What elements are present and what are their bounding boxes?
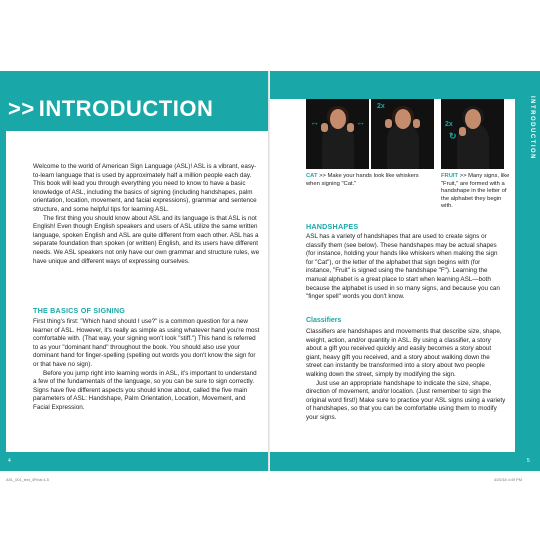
fruit-caption-text: >> Many signs, like "Fruit," are formed with a handshape in the letter of the alphabet they begin with.: [441, 173, 510, 209]
repeat-badge: 2x: [445, 121, 453, 128]
handshapes-heading: HANDSHAPES: [306, 222, 359, 231]
right-top-band: [270, 71, 540, 99]
right-page-number: 5: [527, 458, 530, 464]
classifiers-heading: Classifiers: [306, 317, 342, 324]
book-gutter: [268, 71, 270, 471]
title-arrows: >>: [8, 96, 35, 121]
basics-heading: THE BASICS OF SIGNING: [33, 306, 126, 315]
signer-hand: [459, 127, 466, 136]
basics-paragraph-2: Before you jump right into learning words in ASL, it's important to understand a few of the fundamentals of the language, so you can be sure to sign correctly. Signs have five different aspects you should know about, called the five main parameters of ASL: Handshape, Palm Orientation, Location, Movement, and Facial Expression.: [33, 369, 257, 411]
cat-caption-text: >> Make your hands look like whiskers when signing "Cat.": [306, 173, 419, 187]
movement-arrow-icon: ↔: [356, 117, 365, 127]
left-page-number: 4: [8, 458, 11, 464]
repeat-badge: 2x: [377, 103, 385, 110]
footer-left: ASL_001_text_4Final 4-5: [6, 478, 49, 482]
left-bottom-band: [0, 452, 268, 471]
page-title: [8, 96, 213, 122]
signer-hand: [385, 119, 392, 128]
signer-hand: [321, 123, 328, 132]
fruit-photo: [441, 99, 504, 169]
signer-head: [330, 109, 346, 129]
signer-body: [387, 123, 419, 169]
footer-right: 4/20/18 4:49 PM: [494, 478, 522, 482]
classifiers-text: [306, 328, 506, 423]
handshapes-text: [306, 233, 506, 302]
rotation-arrow-icon: ↻: [449, 131, 457, 141]
left-margin-band: [0, 71, 6, 471]
right-bottom-band: [270, 452, 540, 471]
fruit-caption: [441, 173, 511, 211]
cat-photo-1: [306, 99, 369, 169]
signer-hand: [413, 119, 420, 128]
basics-text: [33, 318, 261, 413]
movement-arrow-icon: ↔: [310, 117, 319, 127]
classifiers-paragraph-2: Just use an appropriate handshape to indicate the size, shape, direction of movement, and/or location. (Just remember to sign the original word first!) Make sure to practice your ASL signs using a variety of handshapes, so that you can be comfortable using them to modify your signs.: [306, 379, 506, 421]
handshapes-paragraph: ASL has a variety of handshapes that are used to create signs or classify them (see below). These handshapes may be actual shapes (for instance, holding your hands like whiskers when making the sign for "Cat"), or the letter of the alphabet that sign begins with (for instance, "Fruit" is signed using the handshape "F"). Learning the manual alphabet is a great place to start when learning ASL—both because the alphabet is used in so many signs, and because you can "finger spell" words you don't know.: [306, 233, 500, 301]
signer-head: [395, 109, 411, 129]
signer-head: [465, 109, 481, 129]
signer-hand: [347, 123, 354, 132]
intro-paragraph-1: Welcome to the world of American Sign Language (ASL)! ASL is a vibrant, easy-to-learn language that is used by approximately half a million people each day. This book will lead you through everything you need to know to have a basic knowledge of ASL, including the basics of signing (including handshapes, palm orientation, location, movement, and facial expressions), grammar and sentence structure, and some helpful tips for learning ASL.: [33, 163, 257, 213]
side-tab: INTRODUCTION: [529, 96, 535, 160]
intro-paragraph-2: The first thing you should know about ASL and its language is that ASL is not English! Even though English speakers and users of ASL utilize the same written language, spoken English and ASL are quite different from each other. ASL has a separate foundation than spoken (or written) English, and its users have different needs. We ASL speakers not only have our own grammar and structure rules, we have unique and different ways of expressing ourselves.: [33, 214, 260, 265]
classifiers-paragraph-1: Classifiers are handshapes and movements that describe size, shape, weight, action, and/or quantity in ASL. By using a classifier, a story about a gift you received quickly and easily becomes a story about giant, heavy gift you received, and a story about walking down the street can instantly be transformed into a story about two people walking down the street, simply by modifying the sign.: [306, 328, 502, 378]
basics-paragraph-1: First thing's first: "Which hand should I use?" is a common question for a new learner of ASL. However, it's really as simple as using whatever hand you're most comfortable with. (That way, your signing won't look "stiff.") This hand is referred to as your "dominant hand" throughout the book. You should also use your dominant hand for finger-spelling (spelling out words you don't know the sign for or that have no sign).: [33, 318, 260, 368]
cat-photo-2: [371, 99, 434, 169]
cat-caption-label: CAT: [306, 173, 318, 179]
fruit-caption-label: FRUIT: [441, 173, 459, 179]
intro-text: [33, 163, 261, 266]
cat-caption: [306, 173, 434, 188]
title-text: INTRODUCTION: [38, 96, 214, 121]
